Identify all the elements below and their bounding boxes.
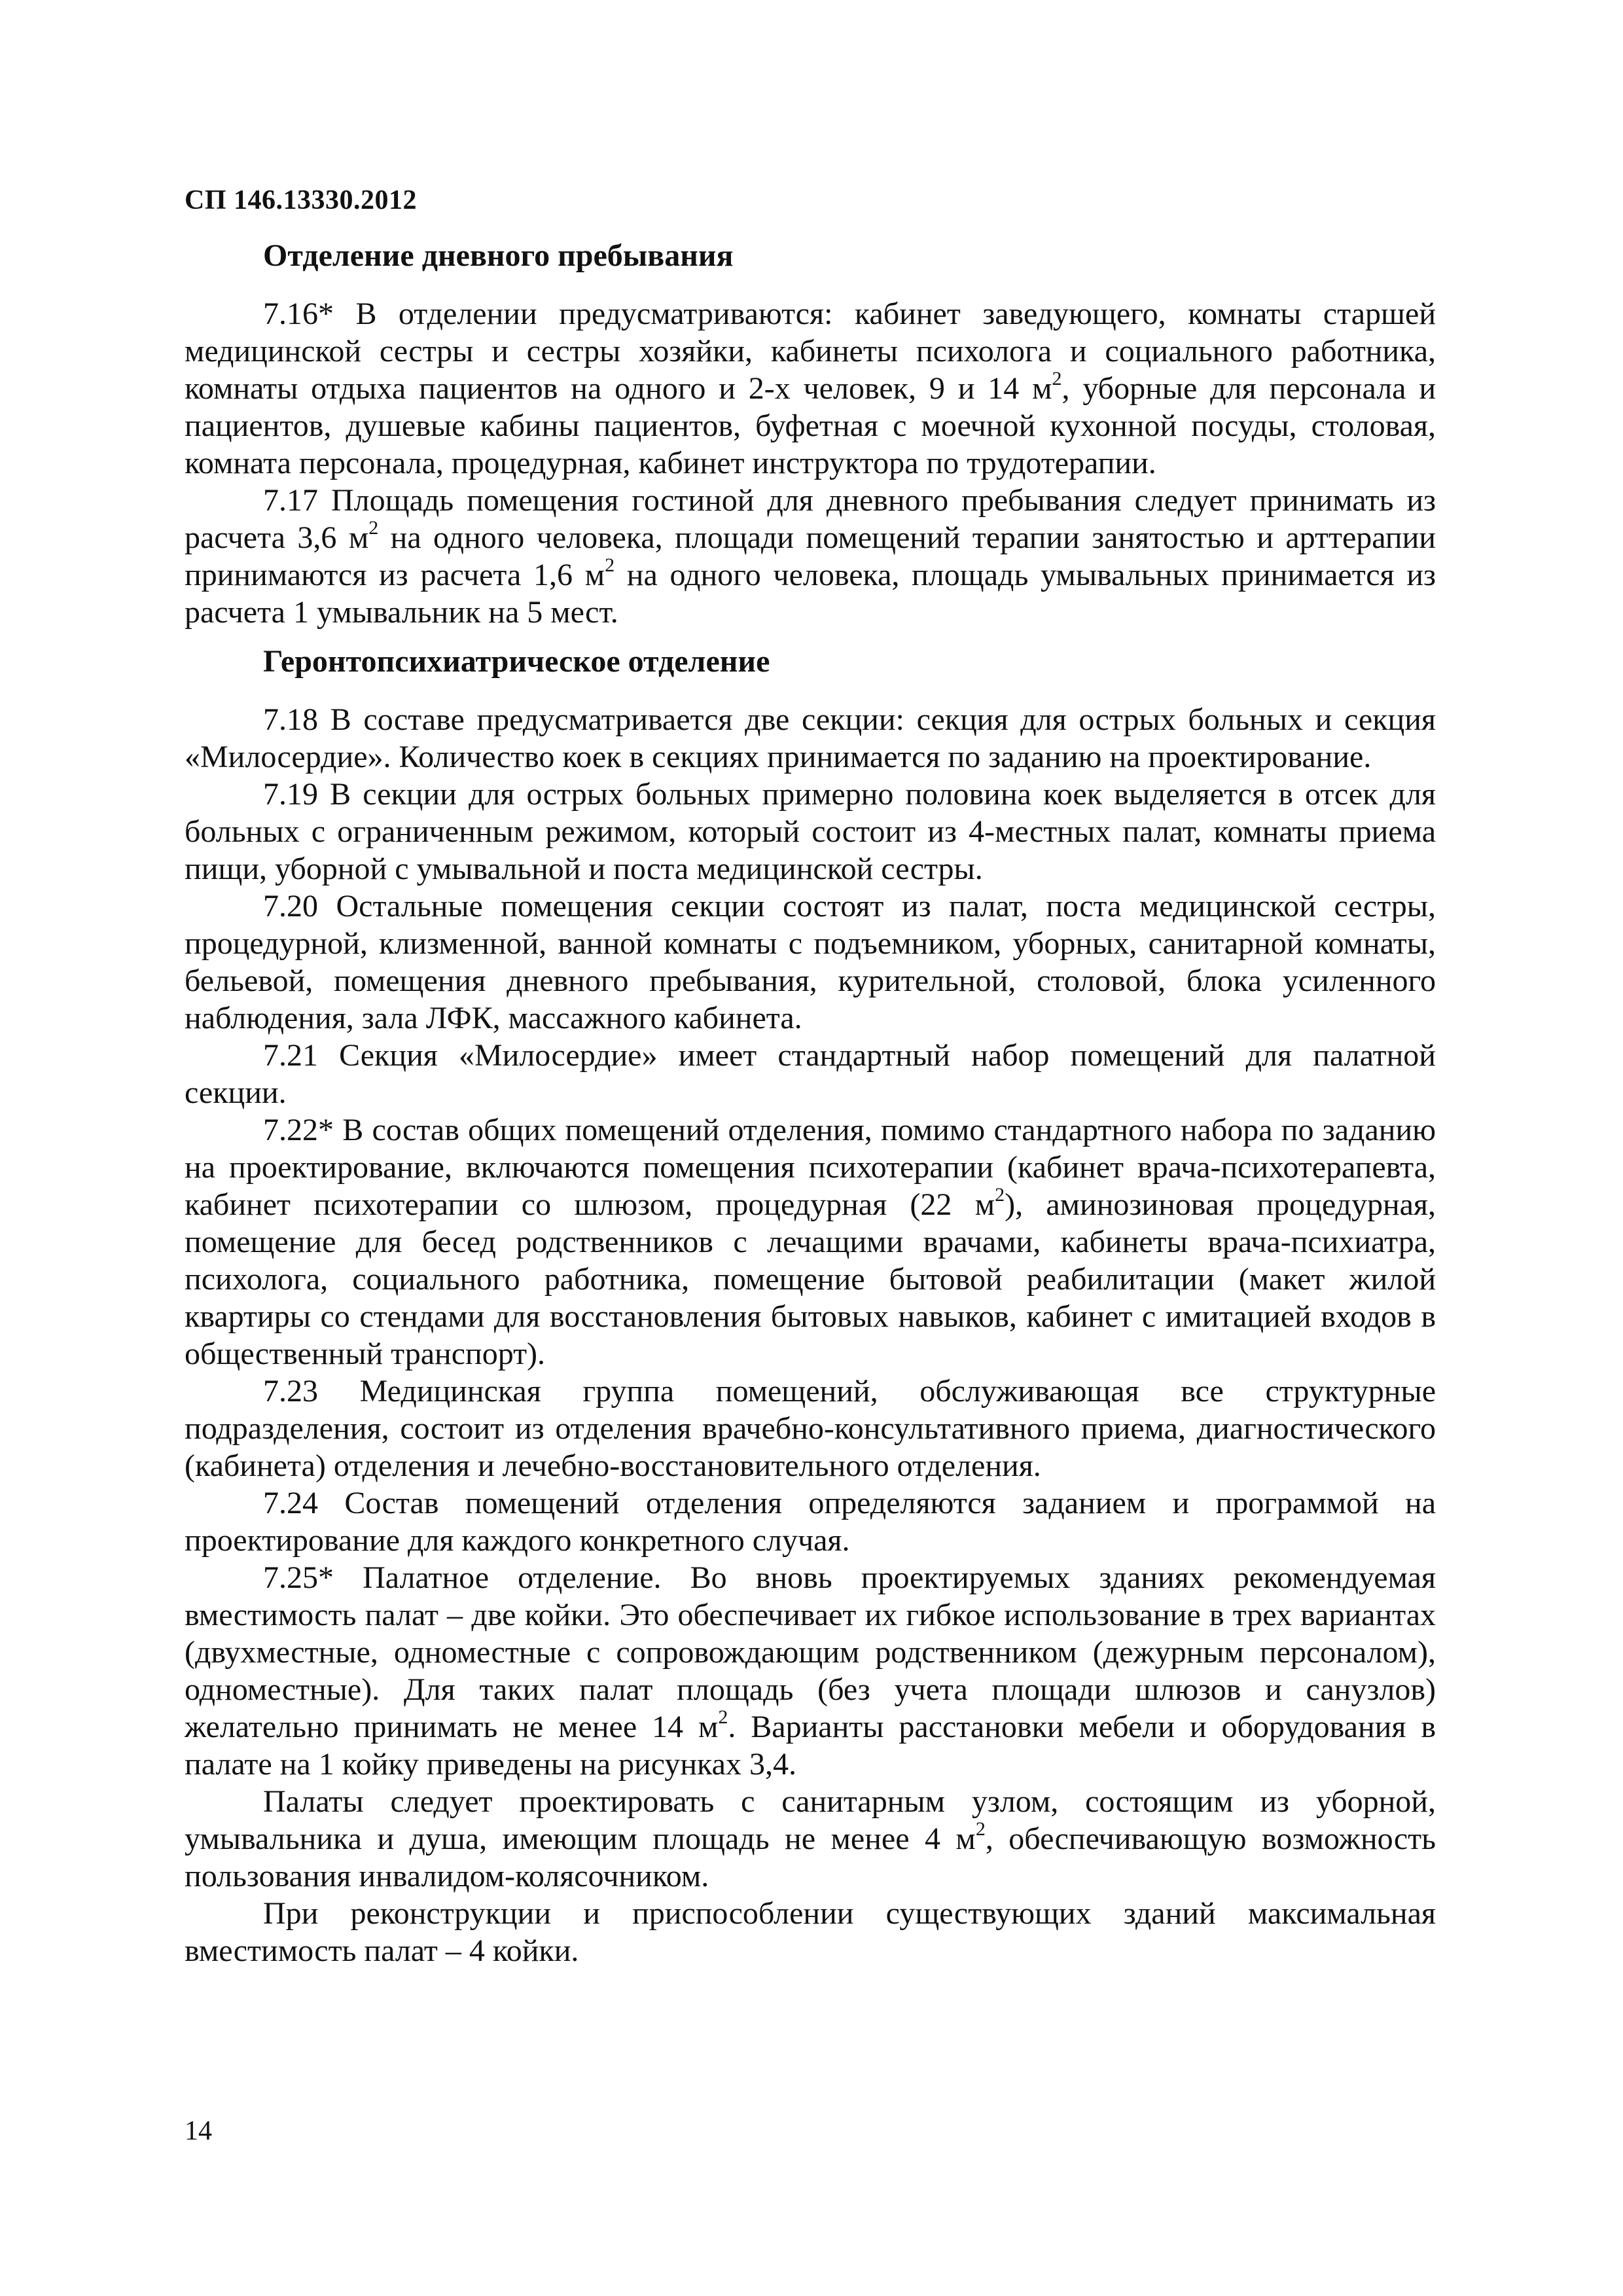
paragraph-text: 7.20 Остальные помещения секции состоят из палат, поста медицинской сестры, процедурной, клизменной, ванной комнаты с подъемником, уборных, санитарной комнаты, бельевой, помещения дневного пребывания, курительной, столовой, блока усиленного наблюдения, зала ЛФК, массажного кабинета.: [185, 889, 1436, 1035]
document-body: [185, 237, 1436, 1969]
paragraph-text: , уборные для персонала и пациентов, душевые кабины пациентов, буфетная с моечной кухонной посуды, столовая, комната персонала, процедурная, кабинет инструктора по трудотерапии.: [185, 371, 1436, 480]
paragraph: [185, 1111, 1436, 1372]
paragraph-text: При реконструкции и приспособлении существующих зданий максимальная вместимость палат – 4 койки.: [185, 1896, 1436, 1968]
page-number: 14: [185, 2116, 212, 2146]
paragraph: [185, 295, 1436, 482]
paragraph-text: 7.19 В секции для острых больных примерно половина коек выделяется в отсек для больных с ограниченным режимом, который состоит из 4-местных палат, комнаты приема пищи, уборной с умывальной и поста медицинской сестры.: [185, 777, 1436, 886]
section-heading: Геронтопсихиатрическое отделение: [263, 644, 770, 679]
superscript: 2: [718, 1706, 728, 1728]
superscript: 2: [605, 554, 615, 576]
section-heading: Отделение дневного пребывания: [263, 238, 734, 273]
paragraph-text: Палаты следует проектировать с санитарным узлом, состоящим из уборной, умывальника и душа, имеющим площадь не менее 4 м: [185, 1784, 1436, 1856]
paragraph-text: 7.16* В отделении предусматриваются: кабинет заведующего, комнаты старшей медицинской сестры и сестры хозяйки, кабинеты психолога и социального работника, комнаты отдыха пациентов на одного и 2-х человек, 9 и 14 м: [185, 296, 1436, 406]
paragraph-text: на одного человека, площади помещений терапии занятостью и арттерапии принимаются из расчета 1,6 м: [185, 520, 1436, 592]
paragraph: [185, 701, 1436, 776]
paragraph-text: 7.22* В состав общих помещений отделения, помимо стандартного набора по заданию на проектирование, включаются помещения психотерапии (кабинет врача-психотерапевта, кабинет психотерапии со шлюзом, процедурная (22 м: [185, 1113, 1436, 1222]
document-code: СП 146.13330.2012: [185, 185, 417, 215]
paragraph: [185, 1559, 1436, 1783]
paragraph-text: на одного человека, площадь умывальных принимается из расчета 1 умывальник на 5 мест.: [185, 558, 1436, 630]
superscript: 2: [995, 1184, 1005, 1206]
paragraph: [185, 482, 1436, 631]
paragraph: [185, 1037, 1436, 1111]
paragraph: [185, 1372, 1436, 1484]
paragraph: [185, 1484, 1436, 1559]
paragraph: [185, 888, 1436, 1037]
paragraph-text: ), аминозиновая процедурная, помещение для бесед родственников с лечащими врачами, кабинеты врача-психиатра, психолога, социального работника, помещение бытовой реабилитации (макет жилой квартиры со стендами для восстановления бытовых навыков, кабинет с имитацией входов в общественный транспорт).: [185, 1187, 1436, 1371]
paragraph-text: 7.21 Секция «Милосердие» имеет стандартный набор помещений для палатной секции.: [185, 1038, 1436, 1110]
paragraph: [185, 776, 1436, 888]
superscript: 2: [1052, 368, 1062, 389]
paragraph-text: 7.18 В составе предусматривается две секции: секция для острых больных и секция «Милосердие». Количество коек в секциях принимается по заданию на проектирование.: [185, 702, 1436, 774]
paragraph-text: 7.17 Площадь помещения гостиной для дневного пребывания следует принимать из расчета 3,6 м: [185, 483, 1436, 555]
paragraph: [185, 1895, 1436, 1969]
paragraph: [185, 1783, 1436, 1895]
paragraph-text: , обеспечивающую возможность пользования инвалидом-колясочником.: [185, 1821, 1436, 1893]
paragraph-text: . Варианты расстановки мебели и оборудования в палате на 1 койку приведены на рисунках 3,4.: [185, 1710, 1436, 1782]
paragraph-text: 7.24 Состав помещений отделения определяются заданием и программой на проектирование для каждого конкретного случая.: [185, 1486, 1436, 1558]
paragraph-text: 7.25* Палатное отделение. Во вновь проектируемых зданиях рекомендуемая вместимость палат – две койки. Это обеспечивает их гибкое использование в трех вариантах (двухместные, одноместные с сопровождающим родственником (дежурным персоналом), одноместные). Для таких палат площадь (без учета площади шлюзов и санузлов) желательно принимать не менее 14 м: [185, 1560, 1436, 1744]
superscript: 2: [368, 517, 379, 539]
superscript: 2: [975, 1818, 986, 1840]
paragraph-text: 7.23 Медицинская группа помещений, обслуживающая все структурные подразделения, состоит из отделения врачебно-консультативного приема, диагностического (кабинета) отделения и лечебно-восстановительного отделения.: [185, 1374, 1436, 1483]
